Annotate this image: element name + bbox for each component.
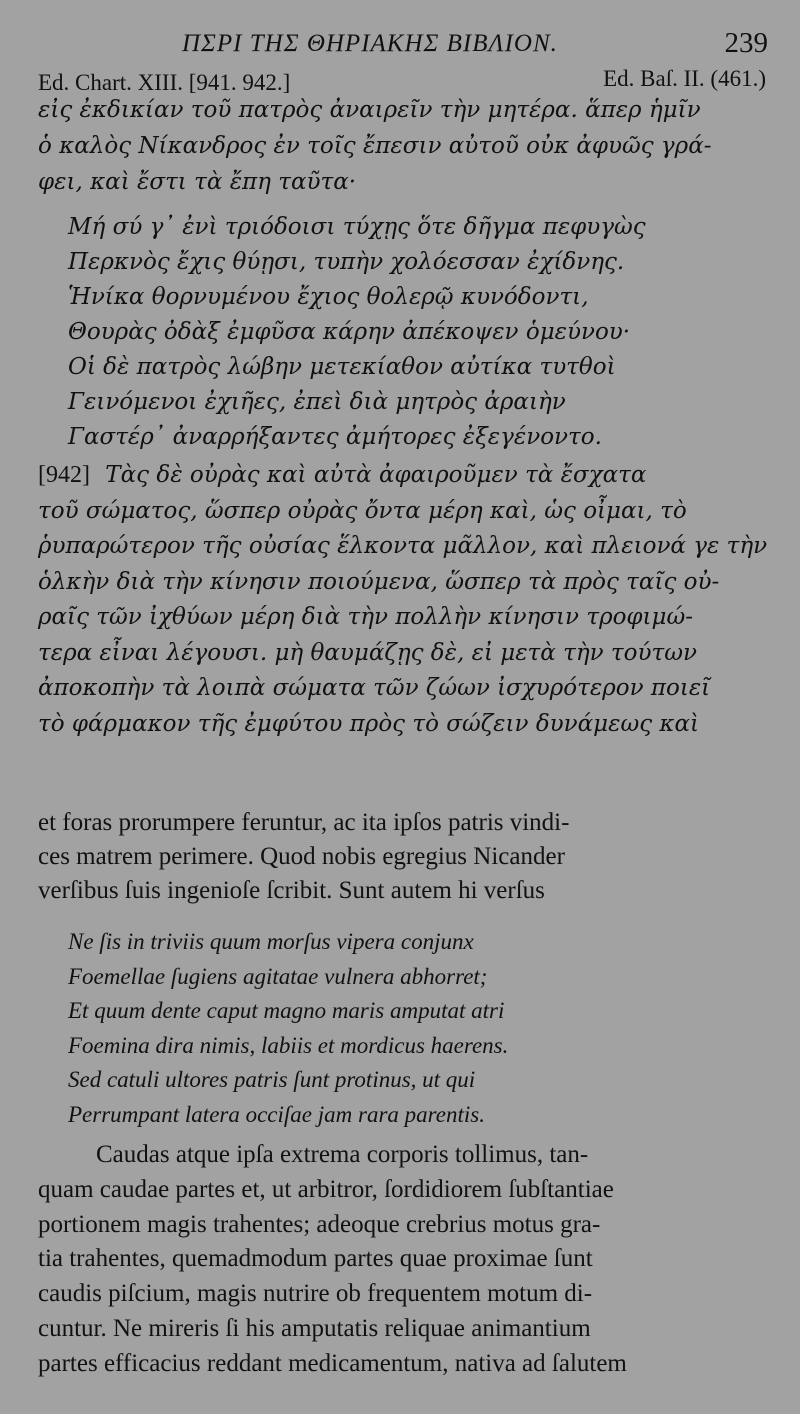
greek-prose-block-2 (38, 458, 768, 742)
greek-verse-line: Ἡνίκα θορνυμένου ἔχιος θολερῷ κυνόδοντι, (68, 284, 589, 310)
greek-verse-line: Γαστέρ᾽ ἀναρρήξαντες ἀμήτορες ἐξεγένοντο. (68, 424, 602, 450)
latin-prose-line: partes efficacius reddant medicamentum, nativa ad ſalutem (38, 1349, 627, 1377)
latin-verse-line: Sed catuli ultores patris ſunt protinus, ut qui (68, 1067, 476, 1092)
greek-verse-line: Γεινόμενοι ἐχιῆες, ἐπεὶ διὰ μητρὸς ἀραιὴν (68, 389, 566, 415)
greek-prose-line: εἰς ἐκδικίαν τοῦ πατρὸς ἀναιρεῖν τὴν μητέρα. ἅπερ ἡμῖν (38, 97, 701, 123)
latin-prose-block-2 (38, 1138, 768, 1382)
latin-verse-line: Et quum dente caput magno maris amputat atri (68, 998, 505, 1023)
edition-reference-right: Ed. Baſ. II. (461.) (603, 66, 766, 91)
latin-prose-line: et foras prorumpere feruntur, ac ita ipſos patris vindi- (38, 809, 570, 836)
greek-prose-line: τὸ φάρμακον τῆς ἐμφύτου πρὸς τὸ σώζειν δυνάμεως καὶ (38, 710, 700, 737)
latin-verse-block (68, 925, 508, 1132)
greek-prose-block-1 (38, 92, 768, 200)
greek-verse-block (68, 210, 646, 455)
latin-verse-line: Ne ſis in triviis quum morſus vipera conjunx (68, 929, 474, 954)
page-number: 239 (724, 27, 768, 59)
greek-verse-line: Οἱ δὲ πατρὸς λώβην μετεκίαθον αὐτίκα τυτθοὶ (68, 354, 616, 380)
latin-verse-line: Foemellae ſugiens agitatae vulnera abhorret; (68, 963, 488, 989)
greek-prose-line: ῥυπαρώτερον τῆς οὐσίας ἕλκοντα μᾶλλον, καὶ πλειονά γε τὴν (38, 533, 768, 559)
latin-prose-line: verſibus ſuis ingenioſe ſcribit. Sunt autem hi verſus (38, 877, 545, 904)
greek-prose-text: Τὰς δὲ οὐρὰς καὶ αὐτὰ ἀφαιροῦμεν τὰ ἔσχατα (105, 462, 647, 488)
greek-verse-line: Θουρὰς ὀδὰξ ἐμφῦσα κάρην ἀπέκοψεν ὁμεύνου· (68, 319, 631, 345)
greek-prose-line: ὁ καλὸς Νίκανδρος ἐν τοῖς ἔπεσιν αὐτοῦ οὐκ ἀφυῶς γρά- (38, 133, 712, 159)
section-marker: [942] (38, 462, 90, 488)
running-header-title: ΠΣΡΙ ΤΗΣ ΘΗΡΙΑΚΗΣ ΒΙΒΛΙΟΝ. (182, 30, 558, 57)
latin-prose-line: Caudas atque ipſa extrema corporis tollimus, tan- (96, 1141, 589, 1168)
latin-prose-line: quam caudae partes et, ut arbitror, ſordidiorem ſubſtantiae (38, 1175, 614, 1203)
latin-verse-line: Perrumpant latera occiſae jam rara parentis. (68, 1101, 485, 1127)
latin-prose-line: portionem magis trahentes; adeoque crebrius motus gra- (38, 1210, 601, 1238)
greek-prose-line (38, 458, 768, 494)
greek-verse-line: Μή σύ γ᾽ ἐνὶ τριόδοισι τύχῃς ὅτε δῆγμα πεφυγὼς (68, 214, 646, 240)
latin-prose-line: tia trahentes, quemadmodum partes quae proximae ſunt (38, 1245, 593, 1273)
latin-prose-line: caudis piſcium, magis nutrire ob frequentem motum di- (38, 1280, 593, 1308)
latin-prose-line: cuntur. Ne mireris ſi his amputatis reliquae animantium (38, 1314, 591, 1342)
greek-prose-line: ραῖς τῶν ἰχθύων μέρη διὰ τὴν πολλὴν κίνησιν τροφιμώ- (38, 604, 694, 630)
latin-prose-line: ces matrem perimere. Quod nobis egregius Nicander (38, 843, 565, 870)
greek-prose-line: τερα εἶναι λέγουσι. μὴ θαυμάζῃς δὲ, εἰ μετὰ τὴν τούτων (38, 639, 697, 666)
greek-verse-line: Περκνὸς ἔχις θύῃσι, τυπὴν χολόεσσαν ἐχίδνης. (68, 249, 625, 275)
greek-prose-line: φει, καὶ ἔστι τὰ ἔπη ταῦτα· (38, 169, 357, 195)
latin-verse-line: Foemina dira nimis, labiis et mordicus haerens. (68, 1032, 509, 1058)
greek-prose-line: ὁλκὴν διὰ τὴν κίνησιν ποιούμενα, ὥσπερ τὰ πρὸς ταῖς οὐ- (38, 568, 720, 595)
greek-prose-line: τοῦ σώματος, ὥσπερ οὐρὰς ὄντα μέρη καὶ, ὡς οἶμαι, τὸ (38, 497, 687, 524)
latin-prose-block-1 (38, 806, 768, 908)
greek-prose-line: ἀποκοπὴν τὰ λοιπὰ σώματα τῶν ζώων ἰσχυρότερον ποιεῖ (38, 675, 711, 701)
edition-reference-left: Ed. Chart. XIII. [941. 942.] (38, 70, 291, 95)
